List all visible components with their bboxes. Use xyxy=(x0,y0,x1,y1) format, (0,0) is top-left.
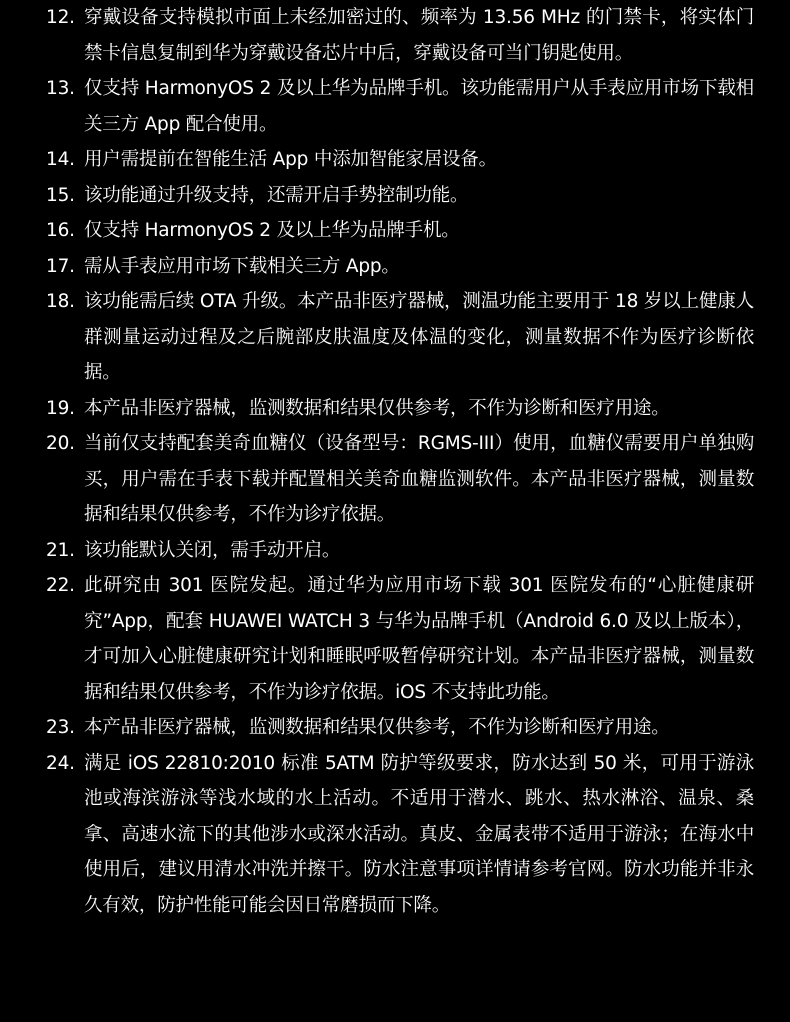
footnote-text: 当前仅支持配套美奇血糖仪（设备型号：RGMS-III）使用，血糖仪需要用户单独购买，用户需在手表下载并配置相关美奇血糖监测软件。本产品非医疗器械，测量数据和结果仅供参考，不作为诊疗依据。 xyxy=(84,433,754,525)
footnote-item-23 xyxy=(46,710,754,746)
footnote-item-18 xyxy=(46,284,754,391)
footnote-item-24 xyxy=(46,746,754,924)
footnote-number: 19. xyxy=(46,397,75,419)
footnote-number: 24. xyxy=(46,752,75,774)
footnote-text: 该功能通过升级支持，还需开启手势控制功能。 xyxy=(84,184,469,206)
footnote-number: 20. xyxy=(46,433,75,454)
footnote-number: 13. xyxy=(46,78,75,99)
footnote-text: 仅支持 HarmonyOS 2 及以上华为品牌手机。该功能需用户从手表应用市场下载相关三方 App 配合使用。 xyxy=(84,78,754,135)
footnote-item-21 xyxy=(46,533,754,569)
footnote-item-17 xyxy=(46,249,754,285)
footnote-text: 仅支持 HarmonyOS 2 及以上华为品牌手机。 xyxy=(84,220,460,241)
footnote-item-19 xyxy=(46,391,754,427)
footnote-list xyxy=(46,0,754,923)
footnote-item-20 xyxy=(46,426,754,533)
footnote-item-22 xyxy=(46,568,754,710)
footnote-number: 18. xyxy=(46,291,75,312)
footnote-number: 16. xyxy=(46,220,75,241)
footnote-number: 22. xyxy=(46,575,75,596)
footnote-number: 12. xyxy=(46,7,75,28)
footnote-text: 此研究由 301 医院发起。通过华为应用市场下载 301 医院发布的“心脏健康研究”App，配套 HUAWEI WATCH 3 与华为品牌手机（Android 6.0 及以上版本），才可加入心脏健康研究计划和睡眠呼吸暂停研究计划。本产品非医疗器械，测量数据和结果仅供参考，不作为诊疗依据。iOS 不支持此功能。 xyxy=(84,575,754,703)
footnote-number: 23. xyxy=(46,717,75,738)
footnote-text: 本产品非医疗器械，监测数据和结果仅供参考，不作为诊断和医疗用途。 xyxy=(84,397,670,419)
footnote-text: 用户需提前在智能生活 App 中添加智能家居设备。 xyxy=(84,149,497,170)
footnote-item-12 xyxy=(46,0,754,71)
footnote-item-15 xyxy=(46,178,754,214)
footnote-item-13 xyxy=(46,71,754,142)
footnote-number: 17. xyxy=(46,255,75,277)
footnote-text: 该功能默认关闭，需手动开启。 xyxy=(84,539,341,561)
footnote-item-16 xyxy=(46,213,754,249)
footnote-number: 15. xyxy=(46,184,75,206)
footnote-text: 本产品非医疗器械，监测数据和结果仅供参考，不作为诊断和医疗用途。 xyxy=(84,717,670,738)
footnote-item-14 xyxy=(46,142,754,178)
footnote-number: 14. xyxy=(46,149,75,170)
footnote-number: 21. xyxy=(46,539,75,561)
footnote-text: 需从手表应用市场下载相关三方 App。 xyxy=(84,255,400,277)
footnote-text: 穿戴设备支持模拟市面上未经加密过的、频率为 13.56 MHz 的门禁卡，将实体门禁卡信息复制到华为穿戴设备芯片中后，穿戴设备可当门钥匙使用。 xyxy=(84,7,754,64)
footnote-text: 满足 iOS 22810:2010 标准 5ATM 防护等级要求，防水达到 50 米，可用于游泳池或海滨游泳等浅水域的水上活动。不适用于潜水、跳水、热水淋浴、温泉、桑拿、高速水流下的其他涉水或深水活动。真皮、金属表带不适用于游泳；在海水中使用后，建议用清水冲洗并擦干。防水注意事项详情请参考官网。防水功能并非永久有效，防护性能可能会因日常磨损而下降。 xyxy=(84,752,754,916)
footnote-text: 该功能需后续 OTA 升级。本产品非医疗器械，测温功能主要用于 18 岁以上健康人群测量运动过程及之后腕部皮肤温度及体温的变化，测量数据不作为医疗诊断依据。 xyxy=(84,291,754,383)
